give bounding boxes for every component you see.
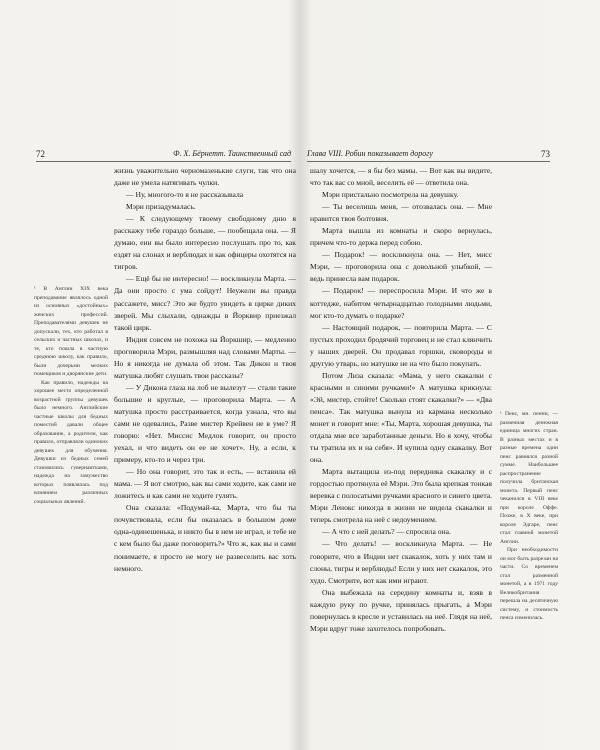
right-running-head — [307, 147, 433, 161]
left-running-head — [173, 147, 291, 161]
left-footnote — [34, 285, 108, 506]
left-footnote-paragraph: Как правило, надежды на хорошее место определенной возрастной группы девушек было немного. Английские частные школы для бедных поместий давали общее образование, а родители, как правило, отправляли одиноких девушек для обучения. Девушки из бедных семей становились гувернантками, надежда на замужество которых появлялась под влиянием различных социальных явлений. — [34, 379, 108, 505]
right-header — [307, 147, 550, 162]
right-page-number: 73 — [541, 149, 550, 159]
right-paragraph: — Ты веселишь меня, — отозвалась она. — Мне нравится твоя болтовня. — [310, 202, 492, 224]
left-header — [36, 147, 291, 162]
right-paragraph: Марта вытащила из-под передника скакалку и с гордостью протянула её Мэри. Это была крепкая тонкая веревка с полосатыми ручками красного и синего цвета. Мэри Ленокс никогда в жизни не видела скакалки и теперь смотрела на неё с недоумением. — [310, 467, 492, 525]
left-footnote-paragraph: ¹ В Англии XIX века преподавание являлось одной из основных «достойных» женских профессий. Преподавателями девушек не допускали, тех, кто работал в сельских и частных школах, и те, кто пошла в частную среднюю школу, как правило, были дочерьми мелких помещиков и дворянские дети. — [34, 286, 108, 377]
left-paragraph: — Но она говорит, это так и есть, — вставила ей мама. — Я вот смотрю, как вы сами ходите, как сами не ложитесь и как сами не ходите гулять. — [114, 467, 296, 501]
right-paragraph: Мэри пристально посмотрела на девушку. — [322, 190, 459, 200]
left-page-number: 72 — [36, 149, 45, 159]
right-paragraph: Она выбежала на середину комнаты и, взяв в каждую руку по ручке, принялась прыгать, а Мэри повернулась в кресле и уставилась на неё. Глядя на неё, Мэри вдруг тоже захотелось попробовать. — [310, 587, 492, 633]
right-paragraph: — Подарок! — воскликнула она. — Нет, мисс Мэри, — проговорила она с довольной улыбкой, — ведь принесла вам подарок. — [310, 250, 492, 284]
right-footnote-paragraph: ¹ Пенс, мн. пенни, — разменная денежная единица многих стран. В разных местах и в разные времена один пенс равнялся разной сумме. Наибольшее распространение получила британская монета. Первый пенс чеканился в VIII веке при короле Оффе. Позже, в X веке, при короле Эдгаре, пенс стал главной монетой Англии. — [500, 411, 558, 545]
left-paragraph: — Ну, многого-то я не рассказывала — [126, 190, 244, 200]
right-paragraph: — Подарок! — переспросила Мэри. И что же в коттедже, набитом четырнадцатью голодными людьми, мог кто-то думать о подарке? — [310, 286, 492, 320]
right-paragraph: — Настоящий подарок, — повторила Марта. — С пустых проходил бродячий торговец и не стал клянчить у наших дверей. Он продавал горшки, сковороды и другую утварь, но матушке не на что было покупать. — [310, 322, 492, 368]
right-footnote — [500, 410, 558, 623]
left-paragraph: Мэри призадумалась. — [126, 202, 196, 212]
left-paragraph: жизнь уважительно черномазенькие слуги, так что она даже не умела натягивать чулки. — [114, 166, 296, 188]
right-paragraph: — Что делать! — воскликнула Марта. — Не говорите, что в Индии нет скакалок, хоть у них там и слоны, тигры и верблюды! Если у них нет скакалок, это худо. Смотрите, вот как ими играют. — [310, 539, 492, 585]
left-paragraph: — К следующему твоему свободному дню я расскажу тебе гораздо больше, — пообещала она. — Я думаю, ени вы было интересно послушать про то, как ездят на слонах и верблюдах и как офицеры охотятся на тигров. — [114, 214, 296, 272]
left-paragraph: — Ещё бы не интересно! — воскликнула Марта. — Да они просто с ума сойдут! Неужели вы правда рассажете, мисс? Это же будто увидеть в цирке диких зверей. Мы слыхали, однажды в Йорквир приезжал такой цирк. — [114, 274, 296, 332]
right-paragraph: — А что с ней делать? — спросила она. — [322, 527, 451, 537]
left-running-head-text: Ф. Х. Бёрнетт. Таинственный сад — [173, 149, 291, 158]
left-paragraph: — У Дикона глаза на лоб не вылезут — стали такие большие и круглые, — проговорила Марта. — А матушка просто расстраивается, когда узнала, что вы сами не одевались, Разве мистер Крейвен не в уме? Я говорю: «Нет. Миссис Медлок говорит, он просто уехал, и что видеть он ее не хочет». Ну, а если, к примеру, кто-то и через три. — [114, 382, 296, 465]
left-paragraph: Индия совсем не похожа на Йоркшир, — медленно проговорила Мэри, размышляя над словами Марты. — Но я никогда не думала об этом. Так Дикон и твоя матушка любят слушать твои рассказы? — [114, 334, 296, 380]
right-footnote-paragraph: При необходимости он мог быть разрезан на части. Со временем стал разменной монетой, а в 1971 году Великобритания перешла на десятичную систему, и стоимость пенса изменилась. — [500, 547, 558, 621]
right-text-column — [310, 165, 492, 635]
right-running-head-text: Глава VIII. Робин показывает дорогу — [307, 149, 433, 158]
right-paragraph: Потом Лиза сказала: «Мама, у него скакалки с красными и синими ручками!» А матушка крикнула: «Эй, мистер, стойте! Сколько стоят скакалки?» — «Два пенса». Так матушка вынула из кармана несколько монет и говорит мне: «Ты, Марта, хорошая девушка, ты отдала мне все заработанные деньги. Но я хочу, чтобы ты тратила их и на себя». И купила одну скакалку. Вот она. — [310, 370, 492, 465]
left-text-column — [114, 165, 296, 575]
left-paragraph: Она сказала: «Подумай-ка, Марта, что бы ты почувствовала, если бы оказалась в большом доме одна-одинешенька, и никто бы в нем не играл, и тебе не с кем было бы даже поговорить?» Что ж, как вы и сами понимаете, я просто не могу не развеселить вас хоть немного. — [114, 503, 296, 573]
right-paragraph: шалу хочется, — я бы без мамы. — Вот как вы видите, что так вас со мной, веселить её — ответила она. — [310, 166, 492, 188]
right-paragraph: Марта вышла из комнаты и скоро вернулась, причем что-то держа перед собою. — [310, 226, 492, 248]
